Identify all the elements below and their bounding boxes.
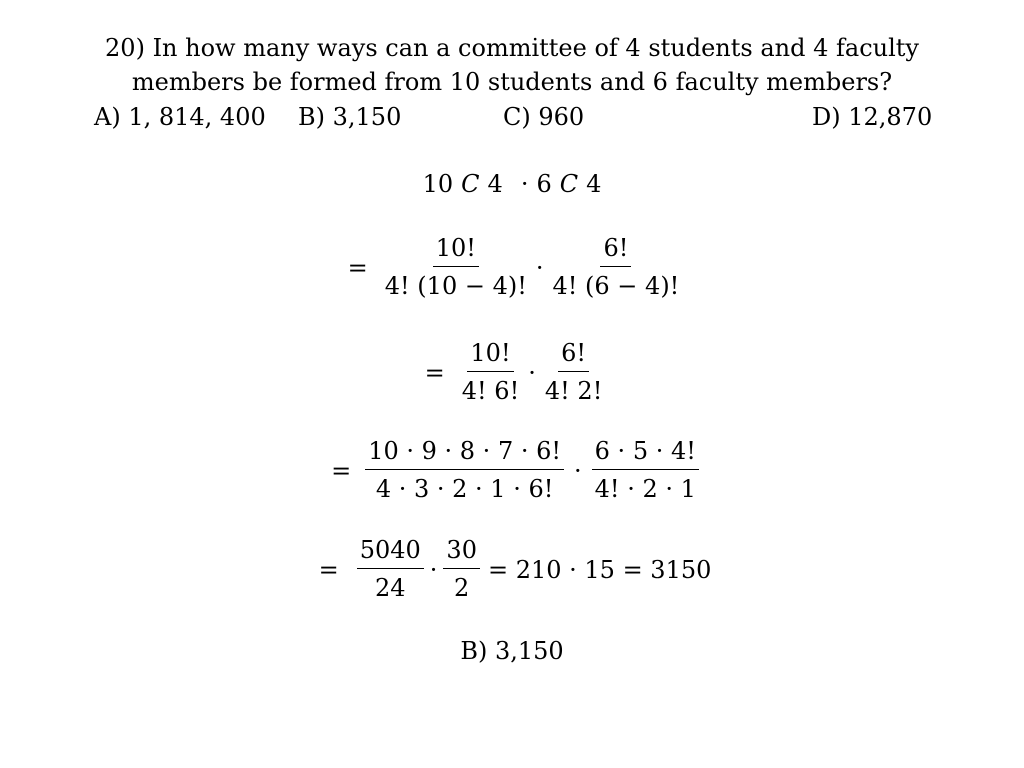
step4-f2-numerator: 6 · 5 · 4! [592, 436, 699, 470]
step4-f1-numerator: 10 · 9 · 8 · 7 · 6! [365, 436, 564, 470]
step3-f2-denominator: 4! 2! [544, 377, 603, 406]
choice-a: A) 1, 814, 400 [94, 103, 266, 131]
step5-equals: = [318, 555, 339, 584]
step2-fraction-2 [550, 233, 683, 302]
step4-dot: · [574, 456, 582, 485]
step3-equals: = [424, 358, 445, 387]
step1-n1: 10 [422, 170, 454, 198]
choice-c: C) 960 [503, 103, 585, 131]
step4-fraction-1 [365, 436, 564, 505]
step1-c2: C [559, 170, 579, 198]
final-answer: B) 3,150 [460, 637, 564, 665]
step1-dot: · [520, 170, 529, 198]
step2-equals: = [347, 253, 368, 282]
step4-f1-denominator: 4 · 3 · 2 · 1 · 6! [375, 475, 554, 504]
step2-f2-numerator: 6! [600, 233, 631, 267]
step5-f2-denominator: 2 [454, 574, 470, 603]
choice-b: B) 3,150 [298, 103, 402, 131]
step1-k2: 4 [586, 170, 602, 198]
step1-c1: C [461, 170, 480, 198]
step2-fraction-1 [382, 233, 530, 302]
step4-equals: = [331, 456, 352, 485]
choice-d: D) 12,870 [812, 103, 933, 131]
step-factorial-formula [0, 233, 1024, 302]
step2-dot: · [535, 253, 544, 282]
step-expanded-factorials [0, 436, 1024, 505]
question-line-2: members be formed from 10 students and 6 faculty members? [131, 68, 893, 96]
step-numeric-result [0, 535, 1024, 604]
step4-fraction-2 [592, 436, 699, 505]
step3-fraction-2 [542, 338, 605, 407]
step-simplified-factorials [0, 338, 1024, 407]
step3-f1-denominator: 4! 6! [461, 377, 520, 406]
step3-fraction-1 [459, 338, 522, 407]
step5-f2-numerator: 30 [443, 535, 480, 569]
step2-f1-numerator: 10! [433, 233, 479, 267]
step1-k1: 4 [487, 170, 503, 198]
step3-f2-numerator: 6! [558, 338, 589, 372]
step4-f2-denominator: 4! · 2 · 1 [594, 475, 696, 504]
step5-result: = 210 · 15 = 3150 [487, 555, 712, 584]
step2-f1-denominator: 4! (10 − 4)! [384, 272, 527, 301]
step1-n2: 6 [536, 170, 552, 198]
step5-f1-numerator: 5040 [357, 535, 424, 569]
question-line-1: 20) In how many ways can a committee of 4 students and 4 faculty [105, 34, 919, 62]
step3-dot: · [528, 358, 536, 387]
step5-dot: · [429, 555, 438, 584]
step5-fraction-1 [357, 535, 424, 604]
step2-f2-denominator: 4! (6 − 4)! [552, 272, 680, 301]
step5-fraction-2 [443, 535, 480, 604]
step-combination-expression [0, 170, 1024, 198]
step5-f1-denominator: 24 [374, 574, 406, 603]
step3-f1-numerator: 10! [467, 338, 513, 372]
